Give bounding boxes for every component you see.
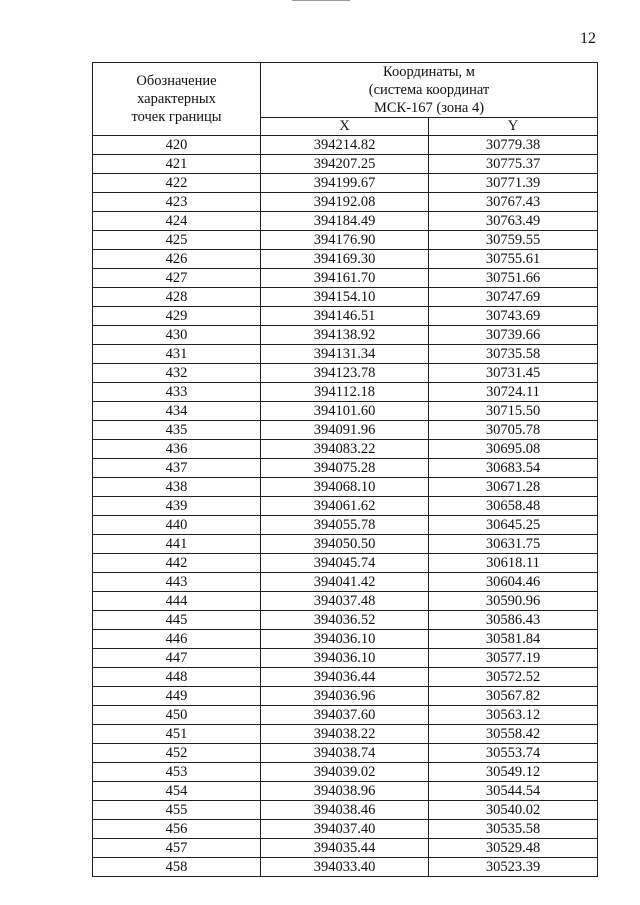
point-number-cell: 437 bbox=[93, 459, 261, 478]
table-row bbox=[93, 250, 598, 269]
point-number-cell: 448 bbox=[93, 668, 261, 687]
table-row bbox=[93, 193, 598, 212]
y-coordinate-cell: 30590.96 bbox=[429, 592, 598, 611]
point-number-cell: 447 bbox=[93, 649, 261, 668]
y-coordinate-cell: 30586.43 bbox=[429, 611, 598, 630]
y-coordinate-cell: 30771.39 bbox=[429, 174, 598, 193]
x-coordinate-cell: 394068.10 bbox=[261, 478, 429, 497]
table-row bbox=[93, 364, 598, 383]
x-coordinate-cell: 394146.51 bbox=[261, 307, 429, 326]
table-row bbox=[93, 706, 598, 725]
table-row bbox=[93, 288, 598, 307]
x-column-header: X bbox=[261, 118, 429, 136]
header-row-top bbox=[93, 63, 598, 118]
table-row bbox=[93, 839, 598, 858]
point-number-cell: 450 bbox=[93, 706, 261, 725]
y-coordinate-cell: 30577.19 bbox=[429, 649, 598, 668]
page-number: 12 bbox=[580, 30, 596, 47]
point-number-cell: 435 bbox=[93, 421, 261, 440]
table-row bbox=[93, 155, 598, 174]
table-body bbox=[93, 136, 598, 877]
x-coordinate-cell: 394038.46 bbox=[261, 801, 429, 820]
table-row bbox=[93, 440, 598, 459]
y-coordinate-cell: 30671.28 bbox=[429, 478, 598, 497]
y-coordinate-cell: 30683.54 bbox=[429, 459, 598, 478]
y-coordinate-cell: 30724.11 bbox=[429, 383, 598, 402]
point-header-line: точек границы bbox=[131, 109, 222, 125]
point-number-cell: 433 bbox=[93, 383, 261, 402]
x-coordinate-cell: 394038.74 bbox=[261, 744, 429, 763]
point-number-cell: 453 bbox=[93, 763, 261, 782]
point-designation-header bbox=[93, 63, 261, 136]
x-coordinate-cell: 394169.30 bbox=[261, 250, 429, 269]
x-coordinate-cell: 394036.96 bbox=[261, 687, 429, 706]
point-number-cell: 440 bbox=[93, 516, 261, 535]
x-coordinate-cell: 394037.40 bbox=[261, 820, 429, 839]
table-row bbox=[93, 592, 598, 611]
coords-header-line: (система координат bbox=[368, 82, 490, 98]
point-number-cell: 436 bbox=[93, 440, 261, 459]
table-row bbox=[93, 611, 598, 630]
x-coordinate-cell: 394050.50 bbox=[261, 535, 429, 554]
point-number-cell: 423 bbox=[93, 193, 261, 212]
point-number-cell: 430 bbox=[93, 326, 261, 345]
table-row bbox=[93, 231, 598, 250]
point-number-cell: 443 bbox=[93, 573, 261, 592]
table-row bbox=[93, 554, 598, 573]
point-number-cell: 439 bbox=[93, 497, 261, 516]
table-row bbox=[93, 858, 598, 877]
x-coordinate-cell: 394161.70 bbox=[261, 269, 429, 288]
table-row bbox=[93, 744, 598, 763]
x-coordinate-cell: 394036.52 bbox=[261, 611, 429, 630]
x-coordinate-cell: 394184.49 bbox=[261, 212, 429, 231]
y-coordinate-cell: 30544.54 bbox=[429, 782, 598, 801]
y-coordinate-cell: 30523.39 bbox=[429, 858, 598, 877]
y-coordinate-cell: 30604.46 bbox=[429, 573, 598, 592]
table-row bbox=[93, 459, 598, 478]
point-number-cell: 446 bbox=[93, 630, 261, 649]
table-row bbox=[93, 630, 598, 649]
table-row bbox=[93, 269, 598, 288]
point-number-cell: 457 bbox=[93, 839, 261, 858]
x-coordinate-cell: 394033.40 bbox=[261, 858, 429, 877]
table-row bbox=[93, 497, 598, 516]
table-row bbox=[93, 478, 598, 497]
y-coordinate-cell: 30695.08 bbox=[429, 440, 598, 459]
x-coordinate-cell: 394038.96 bbox=[261, 782, 429, 801]
table-row bbox=[93, 402, 598, 421]
x-coordinate-cell: 394061.62 bbox=[261, 497, 429, 516]
point-number-cell: 420 bbox=[93, 136, 261, 155]
point-number-cell: 451 bbox=[93, 725, 261, 744]
y-coordinate-cell: 30759.55 bbox=[429, 231, 598, 250]
x-coordinate-cell: 394176.90 bbox=[261, 231, 429, 250]
point-number-cell: 445 bbox=[93, 611, 261, 630]
y-coordinate-cell: 30735.58 bbox=[429, 345, 598, 364]
y-coordinate-cell: 30535.58 bbox=[429, 820, 598, 839]
table-row bbox=[93, 763, 598, 782]
table-row bbox=[93, 782, 598, 801]
point-number-cell: 442 bbox=[93, 554, 261, 573]
point-number-cell: 428 bbox=[93, 288, 261, 307]
point-number-cell: 456 bbox=[93, 820, 261, 839]
point-number-cell: 427 bbox=[93, 269, 261, 288]
y-coordinate-cell: 30658.48 bbox=[429, 497, 598, 516]
x-coordinate-cell: 394039.02 bbox=[261, 763, 429, 782]
x-coordinate-cell: 394036.10 bbox=[261, 630, 429, 649]
y-coordinate-cell: 30775.37 bbox=[429, 155, 598, 174]
x-coordinate-cell: 394037.48 bbox=[261, 592, 429, 611]
y-coordinate-cell: 30715.50 bbox=[429, 402, 598, 421]
y-coordinate-cell: 30705.78 bbox=[429, 421, 598, 440]
x-coordinate-cell: 394083.22 bbox=[261, 440, 429, 459]
point-number-cell: 454 bbox=[93, 782, 261, 801]
coordinates-table bbox=[92, 62, 598, 877]
y-coordinate-cell: 30581.84 bbox=[429, 630, 598, 649]
x-coordinate-cell: 394154.10 bbox=[261, 288, 429, 307]
table-row bbox=[93, 687, 598, 706]
point-number-cell: 422 bbox=[93, 174, 261, 193]
y-coordinate-cell: 30755.61 bbox=[429, 250, 598, 269]
point-number-cell: 444 bbox=[93, 592, 261, 611]
x-coordinate-cell: 394123.78 bbox=[261, 364, 429, 383]
y-coordinate-cell: 30739.66 bbox=[429, 326, 598, 345]
point-number-cell: 431 bbox=[93, 345, 261, 364]
table-row bbox=[93, 345, 598, 364]
table-row bbox=[93, 326, 598, 345]
point-number-cell: 458 bbox=[93, 858, 261, 877]
x-coordinate-cell: 394112.18 bbox=[261, 383, 429, 402]
y-coordinate-cell: 30763.49 bbox=[429, 212, 598, 231]
table-row bbox=[93, 136, 598, 155]
table-row bbox=[93, 421, 598, 440]
point-number-cell: 425 bbox=[93, 231, 261, 250]
x-coordinate-cell: 394138.92 bbox=[261, 326, 429, 345]
y-coordinate-cell: 30567.82 bbox=[429, 687, 598, 706]
point-number-cell: 452 bbox=[93, 744, 261, 763]
table-row bbox=[93, 535, 598, 554]
table-row bbox=[93, 212, 598, 231]
y-coordinate-cell: 30529.48 bbox=[429, 839, 598, 858]
table-row bbox=[93, 668, 598, 687]
x-coordinate-cell: 394075.28 bbox=[261, 459, 429, 478]
x-coordinate-cell: 394038.22 bbox=[261, 725, 429, 744]
coordinates-header bbox=[261, 63, 598, 118]
y-coordinate-cell: 30572.52 bbox=[429, 668, 598, 687]
y-coordinate-cell: 30747.69 bbox=[429, 288, 598, 307]
table-header bbox=[93, 63, 598, 136]
x-coordinate-cell: 394037.60 bbox=[261, 706, 429, 725]
point-number-cell: 429 bbox=[93, 307, 261, 326]
table-row bbox=[93, 573, 598, 592]
point-header-line: характерных bbox=[137, 91, 216, 107]
x-coordinate-cell: 394036.44 bbox=[261, 668, 429, 687]
y-coordinate-cell: 30731.45 bbox=[429, 364, 598, 383]
table-row bbox=[93, 383, 598, 402]
point-number-cell: 449 bbox=[93, 687, 261, 706]
y-coordinate-cell: 30549.12 bbox=[429, 763, 598, 782]
x-coordinate-cell: 394199.67 bbox=[261, 174, 429, 193]
y-coordinate-cell: 30751.66 bbox=[429, 269, 598, 288]
y-coordinate-cell: 30743.69 bbox=[429, 307, 598, 326]
table-row bbox=[93, 516, 598, 535]
coords-header-line: Координаты, м bbox=[383, 64, 475, 80]
x-coordinate-cell: 394214.82 bbox=[261, 136, 429, 155]
point-number-cell: 434 bbox=[93, 402, 261, 421]
y-coordinate-cell: 30767.43 bbox=[429, 193, 598, 212]
y-coordinate-cell: 30618.11 bbox=[429, 554, 598, 573]
x-coordinate-cell: 394055.78 bbox=[261, 516, 429, 535]
table-row bbox=[93, 820, 598, 839]
table-row bbox=[93, 174, 598, 193]
y-coordinate-cell: 30645.25 bbox=[429, 516, 598, 535]
point-number-cell: 438 bbox=[93, 478, 261, 497]
x-coordinate-cell: 394131.34 bbox=[261, 345, 429, 364]
point-number-cell: 426 bbox=[93, 250, 261, 269]
y-coordinate-cell: 30540.02 bbox=[429, 801, 598, 820]
table-row bbox=[93, 307, 598, 326]
point-number-cell: 421 bbox=[93, 155, 261, 174]
x-coordinate-cell: 394101.60 bbox=[261, 402, 429, 421]
x-coordinate-cell: 394091.96 bbox=[261, 421, 429, 440]
table-row bbox=[93, 725, 598, 744]
point-number-cell: 432 bbox=[93, 364, 261, 383]
y-coordinate-cell: 30631.75 bbox=[429, 535, 598, 554]
point-number-cell: 424 bbox=[93, 212, 261, 231]
y-coordinate-cell: 30779.38 bbox=[429, 136, 598, 155]
coords-header-line: МСК-167 (зона 4) bbox=[373, 100, 485, 116]
x-coordinate-cell: 394041.42 bbox=[261, 573, 429, 592]
y-coordinate-cell: 30558.42 bbox=[429, 725, 598, 744]
x-coordinate-cell: 394045.74 bbox=[261, 554, 429, 573]
y-coordinate-cell: 30553.74 bbox=[429, 744, 598, 763]
point-number-cell: 441 bbox=[93, 535, 261, 554]
y-column-header: Y bbox=[429, 118, 598, 136]
x-coordinate-cell: 394036.10 bbox=[261, 649, 429, 668]
y-coordinate-cell: 30563.12 bbox=[429, 706, 598, 725]
point-number-cell: 455 bbox=[93, 801, 261, 820]
top-rule bbox=[292, 0, 350, 1]
x-coordinate-cell: 394035.44 bbox=[261, 839, 429, 858]
table-row bbox=[93, 801, 598, 820]
table-row bbox=[93, 649, 598, 668]
x-coordinate-cell: 394207.25 bbox=[261, 155, 429, 174]
x-coordinate-cell: 394192.08 bbox=[261, 193, 429, 212]
point-header-line: Обозначение bbox=[136, 73, 217, 89]
